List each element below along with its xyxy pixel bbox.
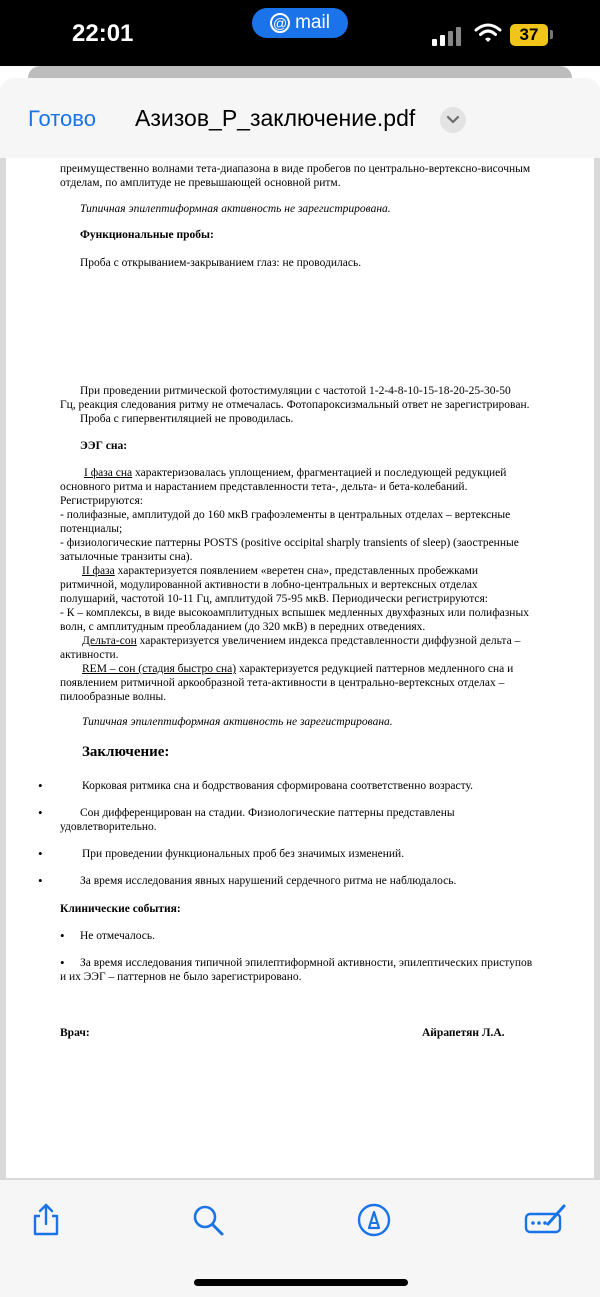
text-span: характеризуется появлением «веретен сна», представленных пробежками bbox=[114, 565, 479, 577]
at-icon: @ bbox=[270, 13, 290, 33]
text-line: полушарий, частотой 10-11 Гц, амплитудой 75-95 мкВ. Периодически регистрируются: bbox=[60, 593, 488, 605]
doctor-label: Врач: bbox=[60, 1027, 90, 1039]
chevron-down-icon[interactable] bbox=[440, 107, 466, 133]
cellular-signal-icon bbox=[432, 24, 462, 46]
text-line: активности. bbox=[60, 649, 119, 661]
battery-nub bbox=[550, 30, 553, 39]
text-line: Регистрируются: bbox=[60, 495, 143, 507]
bullet-icon: • bbox=[60, 955, 65, 970]
epi-statement: Типичная эпилептиформная активность не зарегистрирована. bbox=[80, 203, 391, 215]
pdf-viewer[interactable] bbox=[0, 158, 600, 1180]
text-span: характеризуется редукцией паттернов медленного сна и bbox=[236, 663, 514, 675]
doctor-name: Айрапетян Л.А. bbox=[422, 1027, 505, 1039]
mail-indicator[interactable] bbox=[252, 8, 348, 38]
conclusion-item: За время исследования явных нарушений сердечного ритма не наблюдалось. bbox=[80, 875, 457, 887]
search-icon[interactable] bbox=[190, 1202, 226, 1238]
text-line bbox=[82, 564, 478, 578]
bullet-icon: • bbox=[38, 846, 43, 861]
text-line: ритмичной, модулированной активности в лобно-центральных и вертексных отделах bbox=[60, 579, 478, 591]
text-line: волн, с амплитудным преобладанием (до 320 мкВ) в передних отведениях. bbox=[60, 621, 426, 633]
epi-statement: Типичная эпилептиформная активность не зарегистрирована. bbox=[82, 716, 393, 728]
markup-icon[interactable] bbox=[356, 1202, 392, 1238]
text-line: затылочные транзиты сна). bbox=[60, 551, 193, 563]
text-line: Проба с открыванием-закрыванием глаз: не проводилась. bbox=[80, 257, 362, 269]
text-line: потенциалы; bbox=[60, 523, 123, 535]
text-line: - К – комплексы, в виде высокоамплитудных вспышек медленных двухфазных или полифазных bbox=[60, 607, 529, 619]
bullet-icon: • bbox=[60, 928, 65, 943]
status-time: 22:01 bbox=[72, 20, 134, 47]
document-title[interactable]: Азизов_Р_заключение.pdf bbox=[135, 105, 416, 131]
share-icon[interactable] bbox=[28, 1202, 64, 1238]
home-indicator[interactable] bbox=[194, 1279, 408, 1286]
text-line bbox=[82, 662, 513, 676]
bottom-toolbar bbox=[0, 1180, 600, 1297]
section-heading: ЭЭГ сна: bbox=[80, 440, 128, 452]
event-item: Не отмечалось. bbox=[80, 930, 155, 942]
wifi-icon bbox=[474, 22, 502, 44]
text-line: отделам, по амплитуде не превышающей основной ритм. bbox=[60, 177, 341, 189]
bullet-icon: • bbox=[38, 778, 43, 793]
phase-label: I фаза сна bbox=[84, 467, 133, 479]
conclusion-heading: Заключение: bbox=[82, 744, 170, 760]
text-line: Гц, реакция следования ритму не отмечалась. Фотопароксизмальный ответ не зарегистрирован. bbox=[60, 399, 530, 411]
edit-form-icon[interactable] bbox=[524, 1202, 568, 1238]
text-line: Проба с гипервентиляцией не проводилась. bbox=[80, 413, 294, 425]
text-line bbox=[82, 634, 520, 648]
phase-label: REM – сон (стадия быстро сна) bbox=[82, 663, 237, 675]
text-line: появлением ритмичной аркообразной тета-активности в центрально-вертексных отделах – bbox=[60, 677, 505, 689]
text-line: - физиологические паттерны POSTS (positive occipital sharply transients of sleep) (заостренные bbox=[60, 537, 519, 549]
section-heading: Функциональные пробы: bbox=[80, 229, 214, 241]
pdf-page-2 bbox=[6, 342, 594, 1178]
done-button[interactable]: Готово bbox=[28, 106, 96, 131]
text-span: характеризовалась уплощением, фрагментацией и последующей редукцией bbox=[132, 467, 507, 479]
text-line bbox=[84, 466, 506, 480]
conclusion-item: Сон дифференцирован на стадии. Физиологические паттерны представлены bbox=[80, 807, 455, 819]
event-item: За время исследования типичной эпилептиформной активности, эпилептических приступов bbox=[80, 957, 533, 969]
conclusion-item: При проведении функциональных проб без значимых изменений. bbox=[82, 848, 405, 860]
phase-label: II фаза bbox=[82, 565, 115, 577]
nav-bar bbox=[0, 78, 600, 158]
phase-label: Дельта-сон bbox=[82, 635, 137, 647]
mail-label: mail bbox=[295, 12, 330, 33]
bullet-icon: • bbox=[38, 873, 43, 888]
text-line: - полифазные, амплитудой до 160 мкВ графоэлементы в центральных отделах – вертексные bbox=[60, 509, 511, 521]
battery-indicator: 37 bbox=[510, 24, 548, 46]
text-line: пилообразные волны. bbox=[60, 691, 167, 703]
section-heading: Клинические события: bbox=[60, 903, 181, 915]
status-bar bbox=[0, 0, 600, 66]
bullet-icon: • bbox=[38, 805, 43, 820]
conclusion-item: Корковая ритмика сна и бодрствования сформирована соответственно возрасту. bbox=[82, 780, 473, 792]
text-line: преимущественно волнами тета-диапазона в виде пробегов по центрально-вертексно-височным bbox=[60, 163, 531, 175]
event-item: и их ЭЭГ – паттернов не было зарегистрировано. bbox=[60, 971, 302, 983]
text-line: При проведении ритмической фотостимуляции с частотой 1-2-4-8-10-15-18-20-25-30-50 bbox=[80, 385, 511, 397]
text-line: основного ритма и нарастанием представленности тета-, дельта- и бета-колебаний. bbox=[60, 481, 468, 493]
text-span: характеризуется увеличением индекса представленности диффузной дельта – bbox=[136, 635, 521, 647]
conclusion-item: удовлетворительно. bbox=[60, 821, 157, 833]
